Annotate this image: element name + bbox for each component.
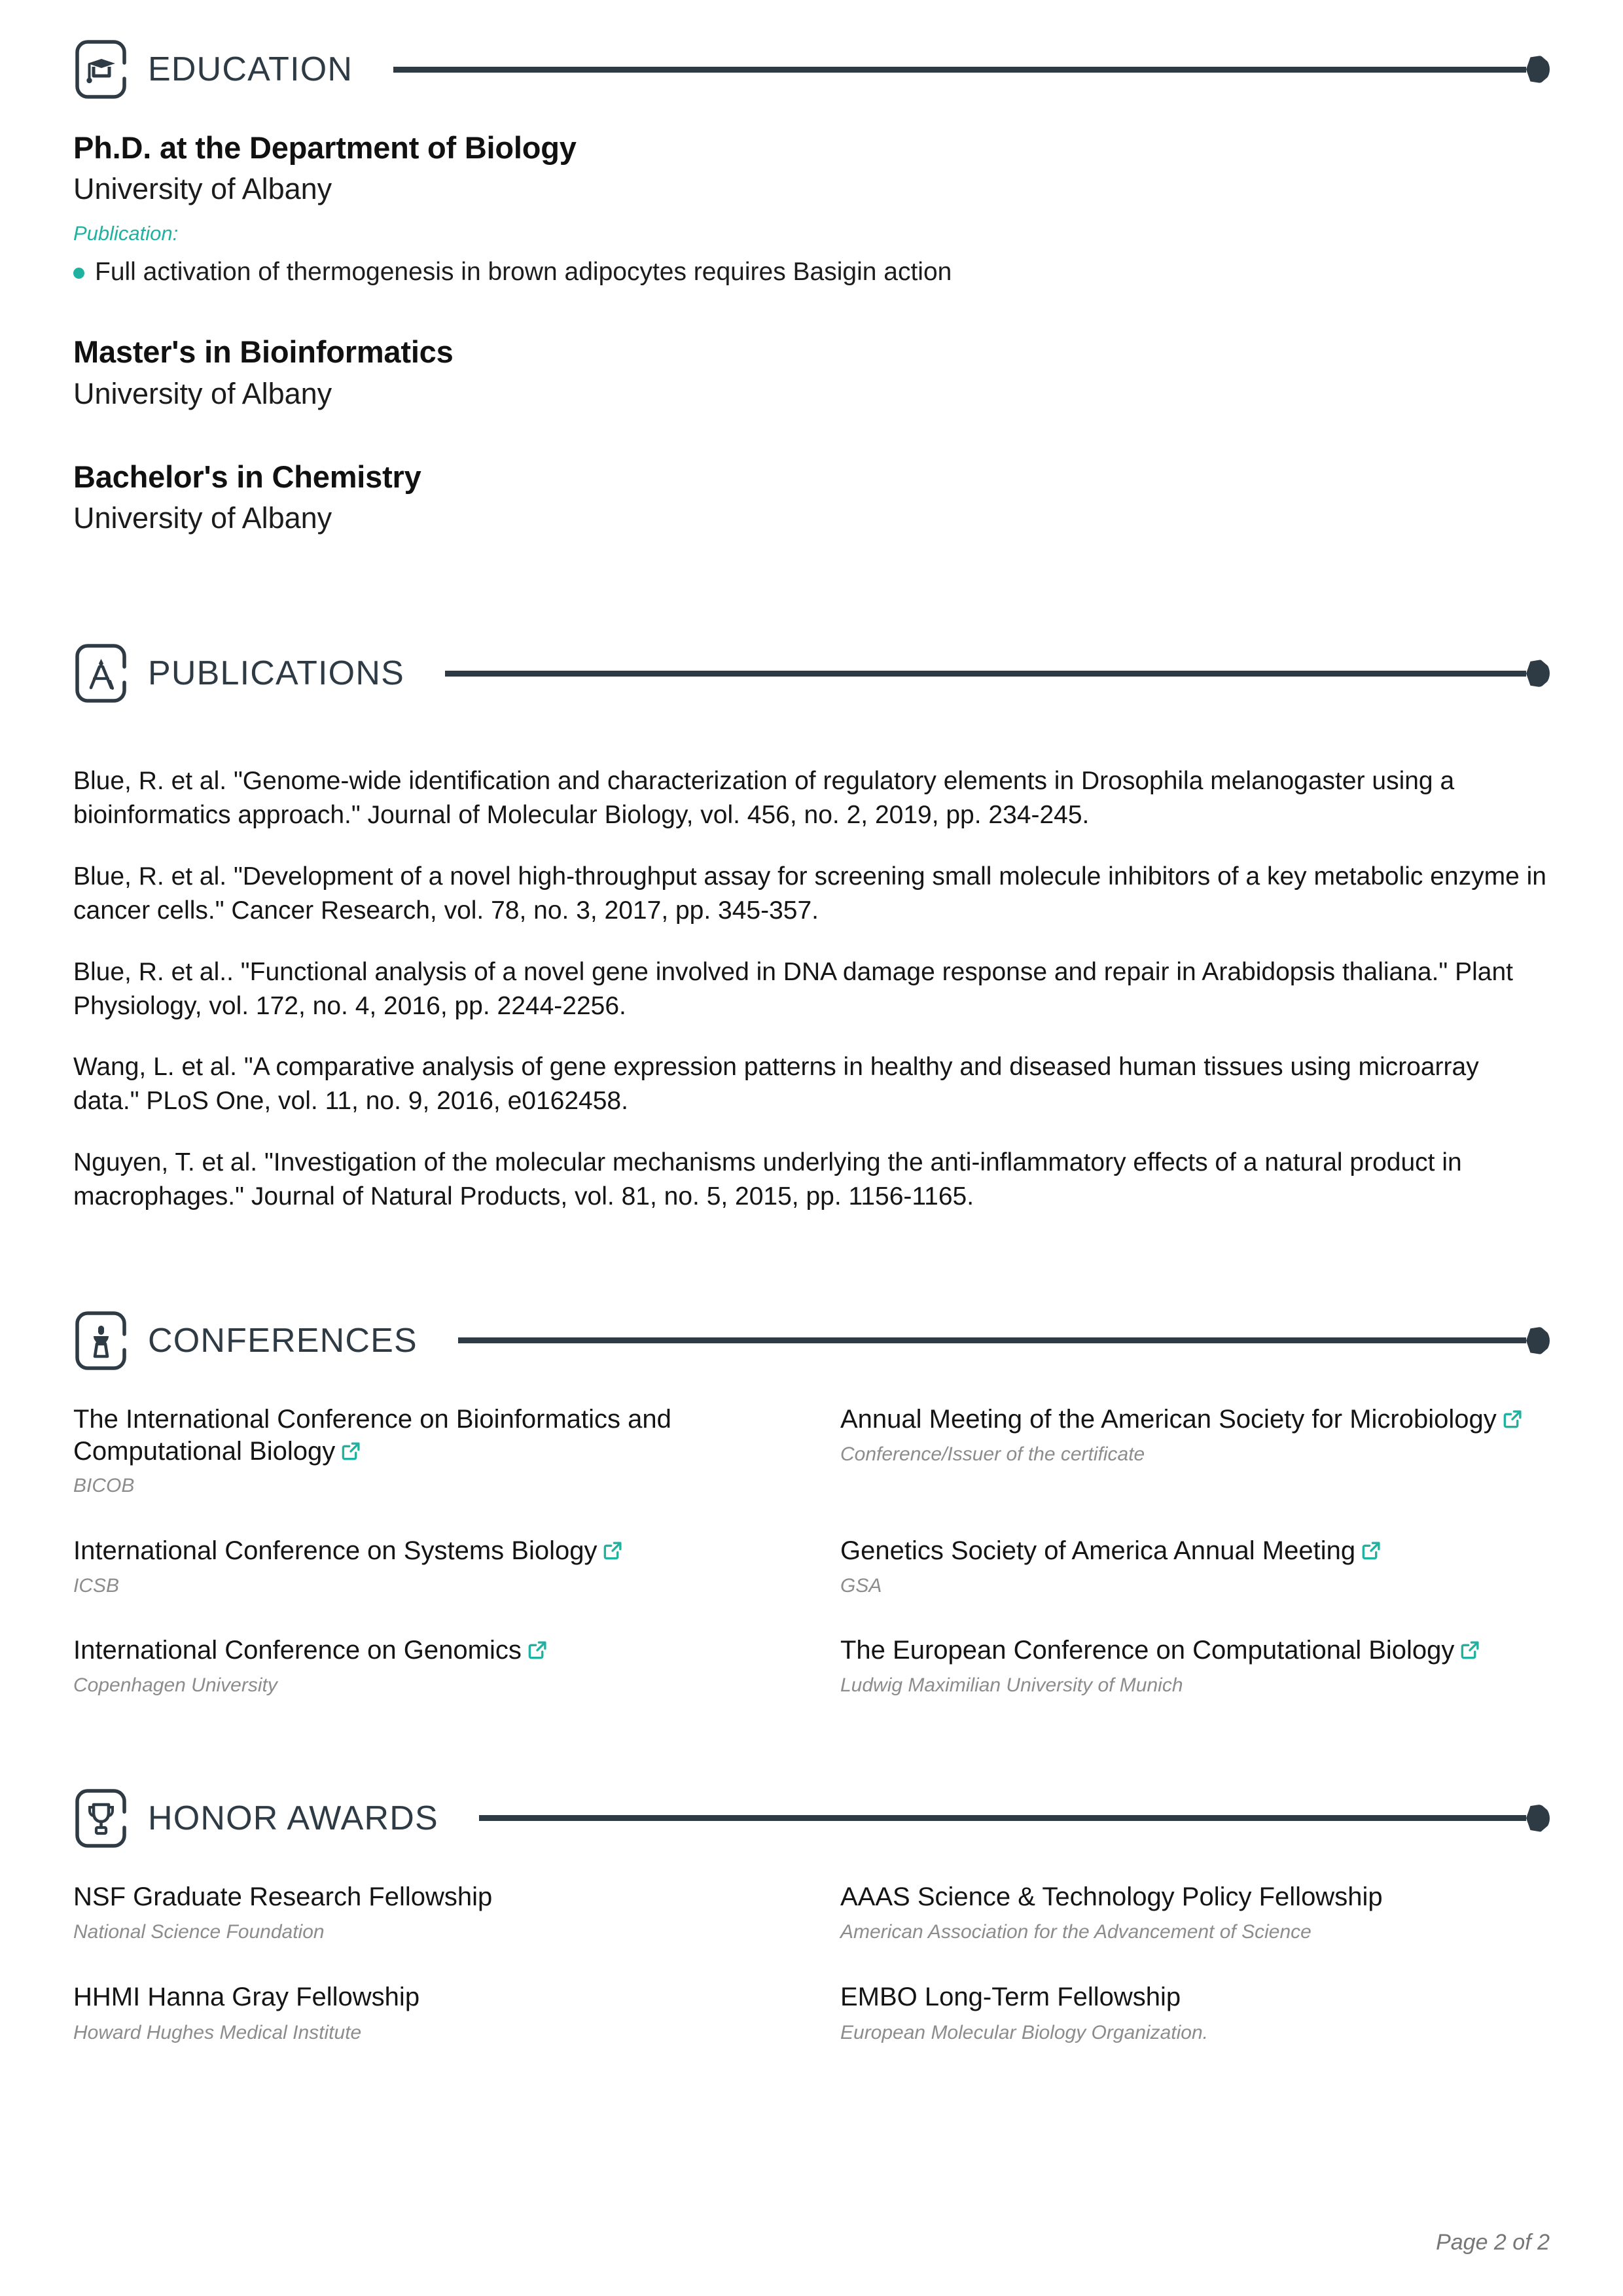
award-item — [73, 1981, 783, 2045]
rule-endcap — [1526, 56, 1550, 83]
external-link-icon[interactable] — [1361, 1540, 1382, 1561]
conference-name-text: International Conference on Systems Biology — [73, 1536, 597, 1565]
award-issuer: National Science Foundation — [73, 1921, 325, 1943]
honor-awards-grid — [73, 1881, 1550, 2045]
award-item — [840, 1881, 1550, 1981]
conference-name-text: The International Conference on Bioinformatics and Computational Biology — [73, 1404, 671, 1466]
conference-item — [73, 1535, 783, 1634]
conference-name — [73, 1535, 783, 1567]
rule-endcap — [1526, 1327, 1550, 1354]
section-header-publications — [73, 642, 1550, 705]
trophy-icon — [73, 1787, 130, 1850]
conference-item — [840, 1535, 1550, 1634]
section-header-education — [73, 38, 1550, 101]
external-link-icon[interactable] — [341, 1441, 361, 1461]
conference-issuer: Ludwig Maximilian University of Munich — [840, 1674, 1183, 1697]
rule-line — [393, 67, 1526, 73]
education-degree: Master's in Bioinformatics — [73, 334, 454, 370]
education-school: University of Albany — [73, 172, 332, 206]
conference-issuer: Conference/Issuer of the certificate — [840, 1443, 1145, 1465]
section-title-publications: PUBLICATIONS — [148, 654, 404, 693]
award-name: NSF Graduate Research Fellowship — [73, 1882, 493, 1911]
education-school: University of Albany — [73, 376, 332, 410]
section-title-conferences: CONFERENCES — [148, 1321, 418, 1360]
education-publication-label: Publication: — [73, 222, 179, 245]
conference-name — [840, 1535, 1550, 1567]
conference-name-text: The European Conference on Computational Biology — [840, 1636, 1455, 1665]
conference-name-text: Annual Meeting of the American Society for Microbiology — [840, 1404, 1497, 1434]
award-item — [840, 1981, 1550, 2045]
graduation-cap-icon — [73, 38, 130, 101]
bullet-dot-icon — [73, 268, 84, 279]
education-degree: Bachelor's in Chemistry — [73, 459, 421, 494]
conference-issuer: GSA — [840, 1574, 882, 1597]
education-publication-item — [73, 256, 1550, 289]
section-rule — [479, 1805, 1550, 1831]
rule-endcap — [1526, 1805, 1550, 1832]
conference-name — [73, 1404, 783, 1468]
conference-issuer: ICSB — [73, 1574, 120, 1597]
conference-name — [840, 1404, 1550, 1436]
conferences-grid — [73, 1404, 1550, 1698]
compass-divider-icon — [73, 642, 130, 705]
conference-name — [73, 1634, 783, 1667]
rule-line — [445, 671, 1526, 677]
conference-name-text: International Conference on Genomics — [73, 1636, 522, 1665]
publication-item: Blue, R. et al. "Development of a novel high-throughput assay for screening small molecule inhibitors of a key metabolic enzyme in cancer cells." Cancer Research, vol. 78, no. 3, 2017, pp. 345-357. — [73, 862, 1546, 925]
education-entry — [73, 130, 1550, 288]
rule-line — [479, 1815, 1526, 1821]
rule-line — [458, 1337, 1526, 1343]
external-link-icon[interactable] — [1503, 1409, 1523, 1429]
podium-microphone-icon — [73, 1309, 130, 1372]
section-header-conferences — [73, 1309, 1550, 1372]
section-title-education: EDUCATION — [148, 50, 353, 88]
conference-name-text: Genetics Society of America Annual Meeting — [840, 1536, 1356, 1565]
award-issuer: Howard Hughes Medical Institute — [73, 2021, 362, 2043]
conference-name — [840, 1634, 1550, 1667]
publication-item: Blue, R. et al.. "Functional analysis of a novel gene involved in DNA damage response and repair in Arabidopsis thaliana." Plant Physiology, vol. 172, no. 4, 2016, pp. 2244-2256. — [73, 957, 1513, 1020]
award-issuer: European Molecular Biology Organization. — [840, 2021, 1208, 2043]
award-name: AAAS Science & Technology Policy Fellowship — [840, 1882, 1383, 1911]
rule-endcap — [1526, 660, 1550, 687]
publication-item: Nguyen, T. et al. "Investigation of the molecular mechanisms underlying the anti-inflammatory effects of a natural product in macrophages." Journal of Natural Products, vol. 81, no. 5, 2015, pp. 1156-1165. — [73, 1148, 1462, 1211]
section-rule — [393, 56, 1550, 82]
section-rule — [458, 1328, 1550, 1354]
page-number-footer: Page 2 of 2 — [1436, 2230, 1550, 2255]
award-issuer: American Association for the Advancement of Science — [840, 1921, 1311, 1943]
conference-issuer: BICOB — [73, 1475, 135, 1497]
conference-item — [73, 1634, 783, 1697]
conference-item — [840, 1634, 1550, 1697]
conference-issuer: Copenhagen University — [73, 1674, 277, 1697]
section-title-honor-awards: HONOR AWARDS — [148, 1799, 438, 1837]
education-entry — [73, 334, 1550, 411]
conference-item — [840, 1404, 1550, 1535]
external-link-icon[interactable] — [603, 1540, 623, 1561]
education-school: University of Albany — [73, 501, 332, 535]
award-name: EMBO Long-Term Fellowship — [840, 1982, 1181, 2011]
award-item — [73, 1881, 783, 1981]
education-publication-text: Full activation of thermogenesis in brown adipocytes requires Basigin action — [95, 257, 952, 286]
conference-item — [73, 1404, 783, 1535]
education-entry — [73, 459, 1550, 536]
section-rule — [445, 660, 1550, 686]
education-degree: Ph.D. at the Department of Biology — [73, 130, 577, 165]
award-name: HHMI Hanna Gray Fellowship — [73, 1982, 420, 2011]
external-link-icon[interactable] — [527, 1640, 548, 1660]
publications-list — [73, 764, 1550, 1214]
publication-item: Blue, R. et al. "Genome-wide identification and characterization of regulatory elements in Drosophila melanogaster using a bioinformatics approach." Journal of Molecular Biology, vol. 456, no. 2, 2019, pp. 234-245. — [73, 767, 1455, 830]
external-link-icon[interactable] — [1460, 1640, 1480, 1660]
section-header-honor-awards — [73, 1787, 1550, 1850]
publication-item: Wang, L. et al. "A comparative analysis of gene expression patterns in healthy and diseased human tissues using microarray data." PLoS One, vol. 11, no. 9, 2016, e0162458. — [73, 1053, 1479, 1116]
